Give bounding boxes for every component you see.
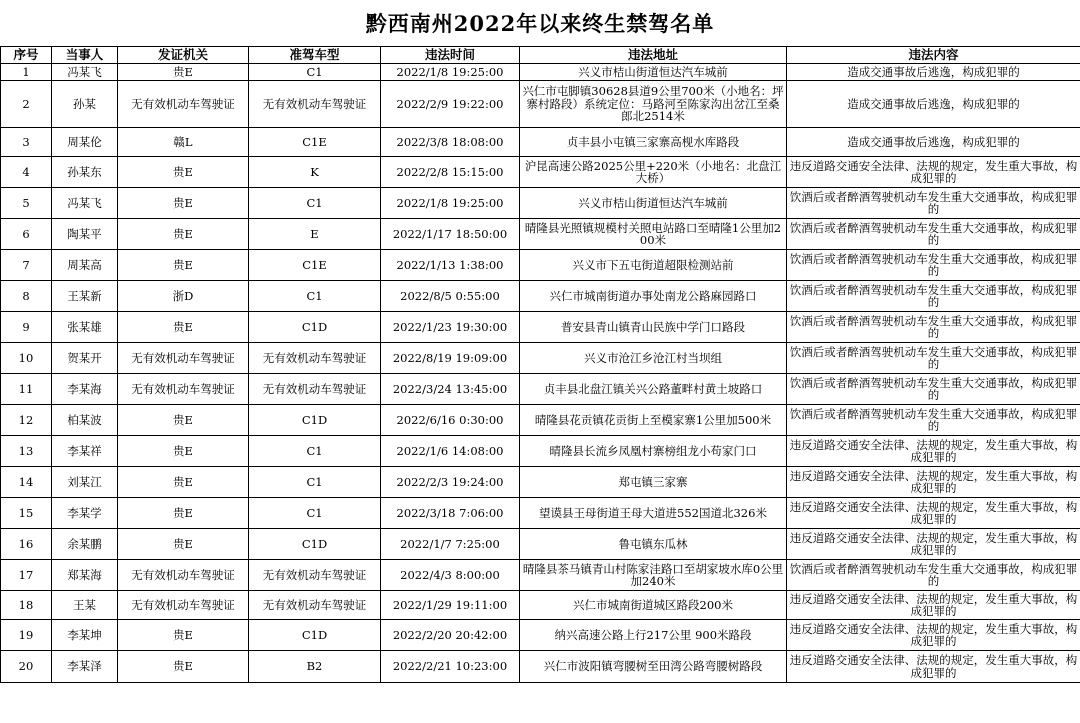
cell-party: 孙某东 — [52, 157, 118, 188]
cell-vehicle-class: C1 — [249, 64, 381, 81]
cell-index: 20 — [1, 651, 52, 683]
table-row — [1, 591, 1080, 620]
cell-violation-content: 违反道路交通安全法律、法规的规定，发生重大事故，构成犯罪的 — [787, 157, 1080, 188]
cell-index: 3 — [1, 128, 52, 157]
cell-party: 余某鹏 — [52, 529, 118, 560]
cell-index: 12 — [1, 405, 52, 436]
cell-violation-content: 造成交通事故后逃逸，构成犯罪的 — [787, 81, 1080, 128]
cell-index: 1 — [1, 64, 52, 81]
cell-vehicle-class: K — [249, 157, 381, 188]
cell-index: 4 — [1, 157, 52, 188]
table-row — [1, 498, 1080, 529]
cell-issuer: 无有效机动车驾驶证 — [118, 591, 249, 620]
cell-violation-time: 2022/6/16 0:30:00 — [381, 405, 520, 436]
cell-issuer: 无有效机动车驾驶证 — [118, 343, 249, 374]
cell-index: 2 — [1, 81, 52, 128]
cell-vehicle-class: 无有效机动车驾驶证 — [249, 81, 381, 128]
cell-violation-time: 2022/2/8 15:15:00 — [381, 157, 520, 188]
cell-party: 李某学 — [52, 498, 118, 529]
table-row — [1, 188, 1080, 219]
cell-violation-content: 饮酒后或者醉酒驾驶机动车发生重大交通事故，构成犯罪的 — [787, 560, 1080, 591]
cell-issuer: 贵E — [118, 250, 249, 281]
cell-issuer: 贵E — [118, 436, 249, 467]
cell-violation-address: 兴仁市城南街道城区路段200米 — [520, 591, 787, 620]
cell-violation-time: 2022/1/29 19:11:00 — [381, 591, 520, 620]
cell-violation-content: 饮酒后或者醉酒驾驶机动车发生重大交通事故，构成犯罪的 — [787, 374, 1080, 405]
cell-violation-time: 2022/2/9 19:22:00 — [381, 81, 520, 128]
cell-violation-time: 2022/8/19 19:09:00 — [381, 343, 520, 374]
cell-violation-time: 2022/3/18 7:06:00 — [381, 498, 520, 529]
cell-violation-address: 郑屯镇三家寨 — [520, 467, 787, 498]
cell-violation-content: 违反道路交通安全法律、法规的规定，发生重大事故，构成犯罪的 — [787, 651, 1080, 683]
cell-issuer: 贵E — [118, 157, 249, 188]
cell-violation-time: 2022/2/20 20:42:00 — [381, 620, 520, 651]
table-row — [1, 219, 1080, 250]
cell-vehicle-class: C1D — [249, 529, 381, 560]
cell-issuer: 贵E — [118, 219, 249, 250]
cell-violation-address: 兴仁市城南街道办事处南龙公路麻园路口 — [520, 281, 787, 312]
cell-vehicle-class: 无有效机动车驾驶证 — [249, 591, 381, 620]
cell-violation-content: 饮酒后或者醉酒驾驶机动车发生重大交通事故，构成犯罪的 — [787, 312, 1080, 343]
cell-violation-address: 兴仁市屯脚镇30628县道9公里700米（小地名：坪寨村路段）系统定位：马路河至陈家沟出岔江至桑郎北2514米 — [520, 81, 787, 128]
cell-index: 16 — [1, 529, 52, 560]
table-row — [1, 128, 1080, 157]
cell-index: 19 — [1, 620, 52, 651]
table-row — [1, 405, 1080, 436]
cell-index: 11 — [1, 374, 52, 405]
sheet-title: 黔西南州2022年以来终生禁驾名单 — [0, 0, 1080, 47]
cell-party: 李某泽 — [52, 651, 118, 683]
cell-violation-content: 违反道路交通安全法律、法规的规定，发生重大事故，构成犯罪的 — [787, 467, 1080, 498]
cell-violation-content: 违反道路交通安全法律、法规的规定，发生重大事故，构成犯罪的 — [787, 591, 1080, 620]
cell-index: 18 — [1, 591, 52, 620]
cell-issuer: 无有效机动车驾驶证 — [118, 81, 249, 128]
cell-vehicle-class: C1 — [249, 498, 381, 529]
cell-violation-content: 违反道路交通安全法律、法规的规定，发生重大事故，构成犯罪的 — [787, 620, 1080, 651]
cell-violation-address: 兴义市沧江乡沧江村当坝组 — [520, 343, 787, 374]
cell-vehicle-class: C1 — [249, 188, 381, 219]
table-row — [1, 250, 1080, 281]
cell-issuer: 贵E — [118, 405, 249, 436]
cell-vehicle-class: E — [249, 219, 381, 250]
cell-violation-content: 饮酒后或者醉酒驾驶机动车发生重大交通事故，构成犯罪的 — [787, 219, 1080, 250]
cell-violation-time: 2022/1/8 19:25:00 — [381, 64, 520, 81]
cell-issuer: 贵E — [118, 498, 249, 529]
cell-vehicle-class: 无有效机动车驾驶证 — [249, 560, 381, 591]
cell-vehicle-class: B2 — [249, 651, 381, 683]
cell-violation-address: 晴隆县花贡镇花贡街上至模家寨1公里加500米 — [520, 405, 787, 436]
cell-party: 周某伦 — [52, 128, 118, 157]
cell-issuer: 贵E — [118, 529, 249, 560]
cell-violation-address: 兴义市下五屯街道超限检测站前 — [520, 250, 787, 281]
cell-party: 王某新 — [52, 281, 118, 312]
cell-violation-address: 普安县青山镇青山民族中学门口路段 — [520, 312, 787, 343]
cell-vehicle-class: C1D — [249, 405, 381, 436]
cell-vehicle-class: C1 — [249, 467, 381, 498]
cell-violation-content: 饮酒后或者醉酒驾驶机动车发生重大交通事故，构成犯罪的 — [787, 188, 1080, 219]
table-row — [1, 374, 1080, 405]
cell-issuer: 贵E — [118, 188, 249, 219]
cell-issuer: 贵E — [118, 64, 249, 81]
cell-violation-content: 饮酒后或者醉酒驾驶机动车发生重大交通事故，构成犯罪的 — [787, 405, 1080, 436]
cell-violation-time: 2022/2/21 10:23:00 — [381, 651, 520, 683]
cell-violation-time: 2022/2/3 19:24:00 — [381, 467, 520, 498]
cell-index: 10 — [1, 343, 52, 374]
cell-violation-content: 造成交通事故后逃逸，构成犯罪的 — [787, 128, 1080, 157]
cell-party: 冯某飞 — [52, 64, 118, 81]
table-row — [1, 436, 1080, 467]
cell-index: 15 — [1, 498, 52, 529]
table-row — [1, 281, 1080, 312]
cell-violation-address: 兴义市桔山街道恒达汽车城前 — [520, 64, 787, 81]
table-row — [1, 560, 1080, 591]
cell-index: 9 — [1, 312, 52, 343]
cell-violation-time: 2022/3/24 13:45:00 — [381, 374, 520, 405]
cell-party: 冯某飞 — [52, 188, 118, 219]
cell-violation-address: 鲁屯镇东瓜林 — [520, 529, 787, 560]
cell-violation-address: 纳兴高速公路上行217公里 900米路段 — [520, 620, 787, 651]
cell-vehicle-class: C1D — [249, 620, 381, 651]
table-row — [1, 157, 1080, 188]
cell-violation-address: 晴隆县茶马镇青山村陈家洼路口至胡家坡水库0公里加240米 — [520, 560, 787, 591]
cell-issuer: 无有效机动车驾驶证 — [118, 374, 249, 405]
cell-vehicle-class: C1E — [249, 250, 381, 281]
cell-index: 14 — [1, 467, 52, 498]
cell-violation-time: 2022/1/13 1:38:00 — [381, 250, 520, 281]
header-index: 序号 — [1, 47, 52, 64]
cell-issuer: 贵E — [118, 312, 249, 343]
header-violation-address: 违法地址 — [520, 47, 787, 64]
header-row — [1, 47, 1080, 64]
cell-violation-time: 2022/3/8 18:08:00 — [381, 128, 520, 157]
cell-party: 刘某江 — [52, 467, 118, 498]
cell-issuer: 贵E — [118, 467, 249, 498]
cell-vehicle-class: 无有效机动车驾驶证 — [249, 343, 381, 374]
cell-violation-address: 贞丰县北盘江镇关兴公路董畔村黄土坡路口 — [520, 374, 787, 405]
cell-index: 7 — [1, 250, 52, 281]
cell-index: 17 — [1, 560, 52, 591]
cell-violation-address: 望谟县王母街道王母大道进552国道北326米 — [520, 498, 787, 529]
cell-party: 陶某平 — [52, 219, 118, 250]
cell-issuer: 浙D — [118, 281, 249, 312]
cell-violation-time: 2022/1/23 19:30:00 — [381, 312, 520, 343]
table-row — [1, 81, 1080, 128]
cell-violation-address: 晴隆县光照镇规模村关照电站路口至晴隆1公里加200米 — [520, 219, 787, 250]
table-row — [1, 529, 1080, 560]
cell-index: 13 — [1, 436, 52, 467]
cell-party: 贺某开 — [52, 343, 118, 374]
cell-violation-content: 饮酒后或者醉酒驾驶机动车发生重大交通事故，构成犯罪的 — [787, 250, 1080, 281]
cell-party: 郑某海 — [52, 560, 118, 591]
cell-party: 李某海 — [52, 374, 118, 405]
cell-violation-content: 造成交通事故后逃逸，构成犯罪的 — [787, 64, 1080, 81]
cell-violation-time: 2022/1/8 19:25:00 — [381, 188, 520, 219]
cell-party: 张某雄 — [52, 312, 118, 343]
cell-party: 柏某波 — [52, 405, 118, 436]
table-row — [1, 64, 1080, 81]
cell-party: 王某 — [52, 591, 118, 620]
cell-vehicle-class: C1 — [249, 436, 381, 467]
cell-violation-time: 2022/8/5 0:55:00 — [381, 281, 520, 312]
cell-violation-address: 兴仁市波阳镇弯腰树至田湾公路弯腰树路段 — [520, 651, 787, 683]
cell-party: 周某高 — [52, 250, 118, 281]
cell-violation-content: 饮酒后或者醉酒驾驶机动车发生重大交通事故，构成犯罪的 — [787, 343, 1080, 374]
header-vehicle-class: 准驾车型 — [249, 47, 381, 64]
cell-violation-time: 2022/1/6 14:08:00 — [381, 436, 520, 467]
cell-violation-content: 违反道路交通安全法律、法规的规定，发生重大事故，构成犯罪的 — [787, 436, 1080, 467]
ban-list-table — [0, 46, 1080, 683]
cell-violation-address: 沪昆高速公路2025公里+220米（小地名：北盘江大桥） — [520, 157, 787, 188]
table-row — [1, 467, 1080, 498]
cell-violation-address: 晴隆县长流乡凤凰村寨榜组龙小苟家门口 — [520, 436, 787, 467]
cell-issuer: 贵E — [118, 620, 249, 651]
cell-issuer: 赣L — [118, 128, 249, 157]
cell-index: 5 — [1, 188, 52, 219]
cell-party: 李某祥 — [52, 436, 118, 467]
cell-violation-address: 贞丰县小屯镇三家寨高枧水库路段 — [520, 128, 787, 157]
cell-violation-content: 饮酒后或者醉酒驾驶机动车发生重大交通事故，构成犯罪的 — [787, 281, 1080, 312]
cell-vehicle-class: C1 — [249, 281, 381, 312]
cell-violation-time: 2022/4/3 8:00:00 — [381, 560, 520, 591]
cell-party: 孙某 — [52, 81, 118, 128]
cell-index: 8 — [1, 281, 52, 312]
table-row — [1, 343, 1080, 374]
cell-issuer: 无有效机动车驾驶证 — [118, 560, 249, 591]
table-row — [1, 312, 1080, 343]
header-party: 当事人 — [52, 47, 118, 64]
table-row — [1, 620, 1080, 651]
cell-party: 李某坤 — [52, 620, 118, 651]
cell-issuer: 贵E — [118, 651, 249, 683]
cell-violation-content: 违反道路交通安全法律、法规的规定，发生重大事故，构成犯罪的 — [787, 498, 1080, 529]
header-issuer: 发证机关 — [118, 47, 249, 64]
cell-violation-content: 违反道路交通安全法律、法规的规定，发生重大事故，构成犯罪的 — [787, 529, 1080, 560]
header-violation-time: 违法时间 — [381, 47, 520, 64]
cell-violation-address: 兴义市桔山街道恒达汽车城前 — [520, 188, 787, 219]
cell-violation-time: 2022/1/17 18:50:00 — [381, 219, 520, 250]
cell-violation-time: 2022/1/7 7:25:00 — [381, 529, 520, 560]
cell-index: 6 — [1, 219, 52, 250]
cell-vehicle-class: C1E — [249, 128, 381, 157]
cell-vehicle-class: 无有效机动车驾驶证 — [249, 374, 381, 405]
table-row — [1, 651, 1080, 683]
header-violation-content: 违法内容 — [787, 47, 1080, 64]
cell-vehicle-class: C1D — [249, 312, 381, 343]
